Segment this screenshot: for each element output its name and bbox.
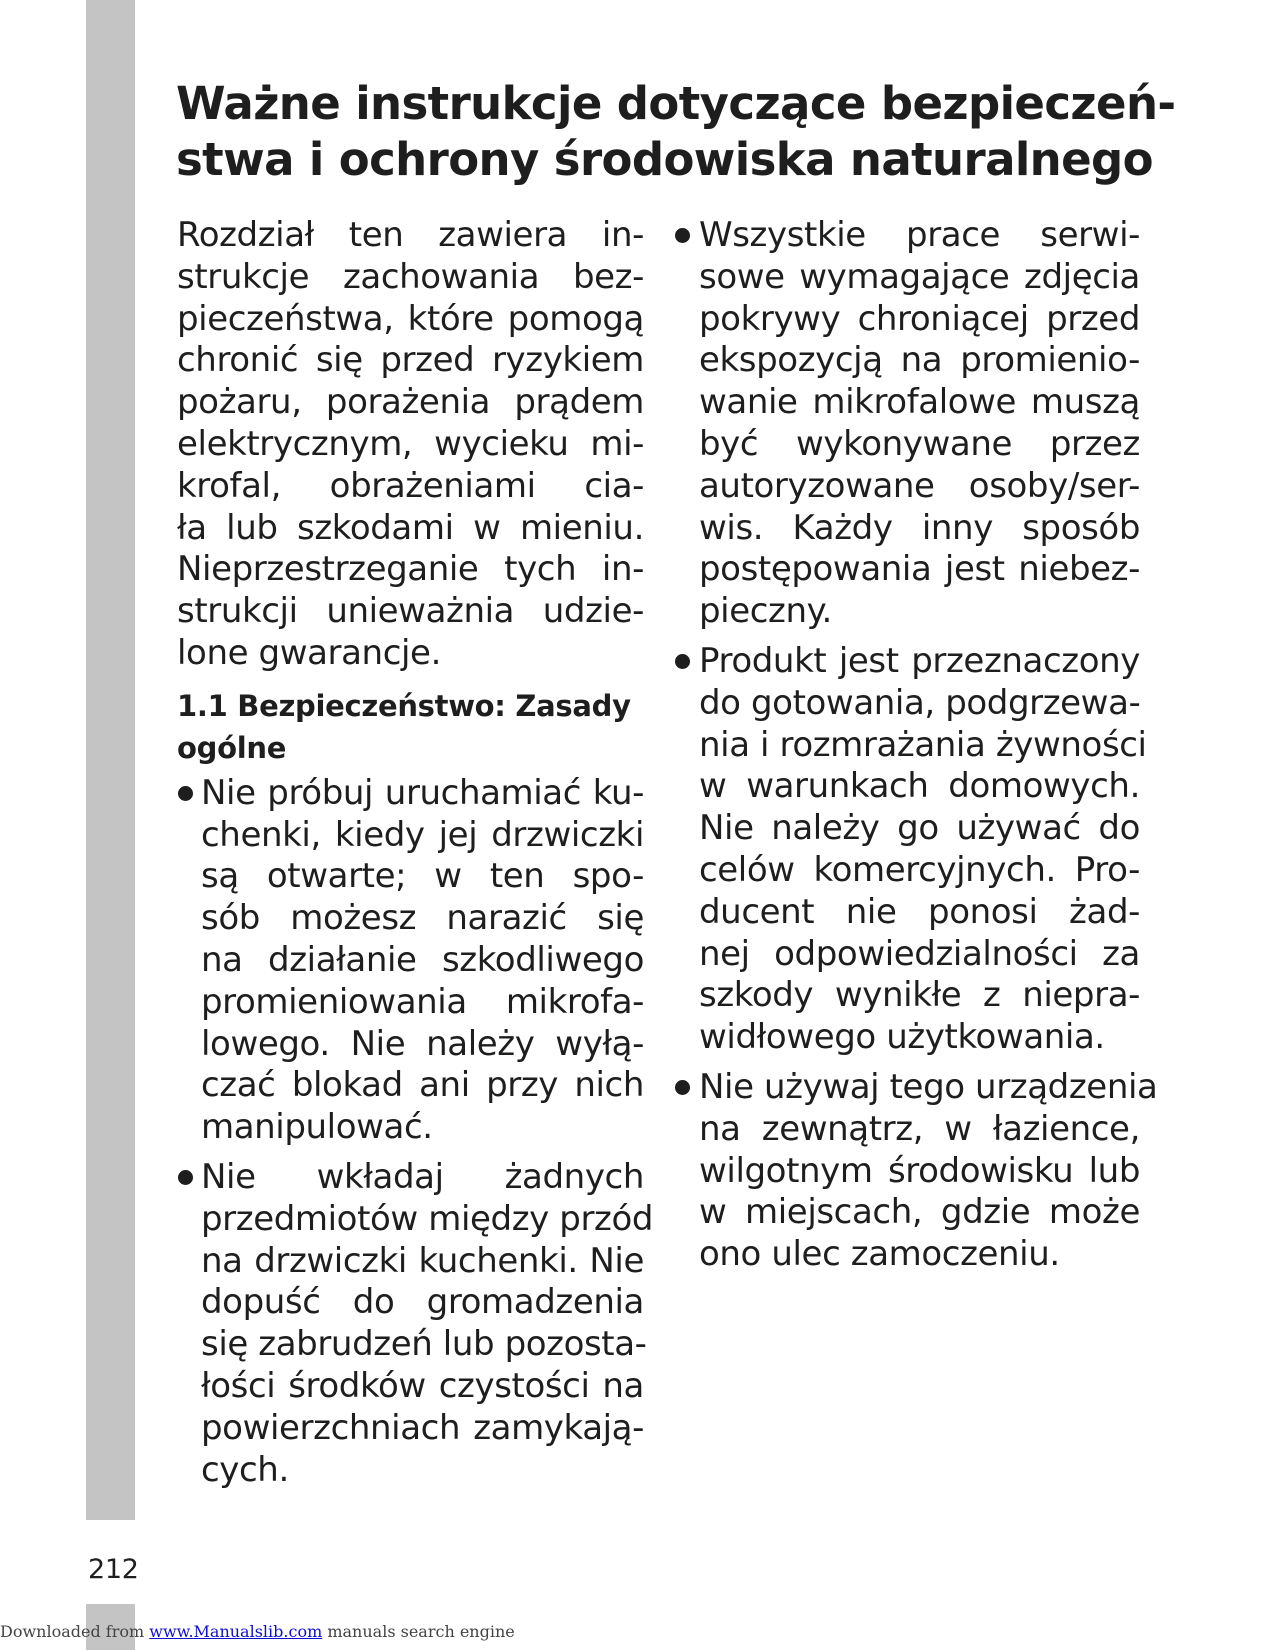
text-line: czać blokad ani przy nich <box>201 1065 644 1106</box>
text-line: wilgotnym środowisku lub <box>699 1150 1140 1191</box>
text-line: Nieprzestrzeganie tych in- <box>177 549 644 590</box>
text-line: w miejscach, gdzie może <box>699 1192 1140 1233</box>
text-line: sowe wymagające zdjęcia <box>699 256 1140 297</box>
text-line: wanie mikrofalowe muszą <box>699 382 1140 423</box>
footer-suffix: manuals search engine <box>322 1622 515 1641</box>
text-line: Produkt jest przeznaczony <box>699 640 1140 681</box>
section-heading <box>177 685 644 769</box>
footer-prefix: Downloaded from <box>0 1622 150 1641</box>
text-line: nia i rozmrażania żywności <box>699 724 1147 765</box>
text-line: lone gwarancje. <box>177 632 441 673</box>
download-footer <box>0 1622 515 1641</box>
text-line: być wykonywane przez <box>699 423 1140 464</box>
text-line: Nie próbuj uruchamiać ku- <box>201 772 644 813</box>
bullet-dot-icon <box>675 1080 690 1095</box>
bullet-item <box>177 1156 654 1491</box>
text-line: na działanie szkodliwego <box>201 939 644 980</box>
bullet-dot-icon <box>178 786 193 801</box>
text-line: pokrywy chroniącej przed <box>699 298 1140 339</box>
text-line: ducent nie ponosi żad- <box>699 891 1140 932</box>
right-column <box>673 215 1158 1276</box>
text-line: Wszystkie prace serwi- <box>699 215 1140 255</box>
text-line: pożaru, porażenia prądem <box>177 382 644 423</box>
text-line: postępowania jest niebez- <box>699 549 1140 590</box>
text-line: na zewnątrz, w łazience, <box>699 1108 1140 1149</box>
text-line: dopuść do gromadzenia <box>201 1282 644 1323</box>
text-line: ono ulec zamoczeniu. <box>699 1234 1060 1275</box>
text-line: celów komercyjnych. Pro- <box>699 849 1140 890</box>
bullet-dot-icon <box>675 228 690 243</box>
bullet-dot-icon <box>675 654 690 669</box>
page-title-line: Ważne instrukcje dotyczące bezpieczeń- <box>176 77 1176 130</box>
text-line: Rozdział ten zawiera in- <box>177 215 644 255</box>
text-line: do gotowania, podgrzewa- <box>699 682 1141 723</box>
text-line: nej odpowiedzialności za <box>699 933 1140 974</box>
text-line: szkody wynikłe z niepra- <box>699 975 1140 1016</box>
text-line: przedmiotów między przód <box>201 1198 654 1239</box>
text-line: Nie wkładaj żadnych <box>201 1156 644 1197</box>
page-title-line: stwa i ochrony środowiska naturalnego <box>176 133 1153 186</box>
intro-paragraph <box>177 215 644 675</box>
text-line: chenki, kiedy jej drzwiczki <box>201 814 644 855</box>
manualslib-link[interactable]: www.Manualslib.com <box>149 1622 323 1641</box>
text-line: chronić się przed ryzykiem <box>177 340 644 381</box>
text-line: manipulować. <box>201 1107 433 1148</box>
text-line: powierzchniach zamykają- <box>201 1407 644 1448</box>
text-line: strukcji unieważnia udzie- <box>177 591 644 632</box>
text-line: sób możesz narazić się <box>201 898 644 939</box>
bullet-item <box>673 1066 1158 1276</box>
text-line: wis. Każdy inny sposób <box>699 507 1140 548</box>
text-line: widłowego użytkowania. <box>699 1017 1105 1058</box>
bullet-item <box>673 640 1147 1059</box>
text-line: ła lub szkodami w mieniu. <box>177 507 644 548</box>
text-line: łości środków czystości na <box>201 1365 644 1406</box>
text-line: ekspozycją na promienio- <box>699 340 1140 381</box>
text-line: strukcje zachowania bez- <box>177 256 644 297</box>
text-line: pieczeństwa, które pomogą <box>177 298 644 339</box>
section-heading-line: 1.1 Bezpieczeństwo: Zasady <box>177 688 631 723</box>
text-line: w warunkach domowych. <box>699 766 1140 807</box>
text-line: na drzwiczki kuchenki. Nie <box>201 1240 644 1281</box>
bullet-item <box>177 773 644 1149</box>
text-line: są otwarte; w ten spo- <box>201 856 644 897</box>
text-line: elektrycznym, wycieku mi- <box>177 423 644 464</box>
page-number: 212 <box>88 1554 139 1585</box>
text-line: promieniowania mikrofa- <box>201 981 644 1022</box>
text-line: cych. <box>201 1449 289 1490</box>
bullet-item <box>673 215 1140 633</box>
section-heading-line: ogólne <box>177 730 287 765</box>
left-column <box>177 215 654 1491</box>
text-line: Nie należy go używać do <box>699 808 1140 849</box>
page-title <box>176 76 1176 188</box>
text-line: się zabrudzeń lub pozosta- <box>201 1324 647 1365</box>
text-line: Nie używaj tego urządzenia <box>699 1066 1158 1107</box>
text-line: krofal, obrażeniami cia- <box>177 465 644 506</box>
bullet-dot-icon <box>178 1170 193 1185</box>
text-line: lowego. Nie należy wyłą- <box>201 1023 644 1064</box>
text-line: pieczny. <box>699 591 832 632</box>
side-margin-bar <box>86 0 135 1520</box>
text-line: autoryzowane osoby/ser- <box>699 465 1140 506</box>
